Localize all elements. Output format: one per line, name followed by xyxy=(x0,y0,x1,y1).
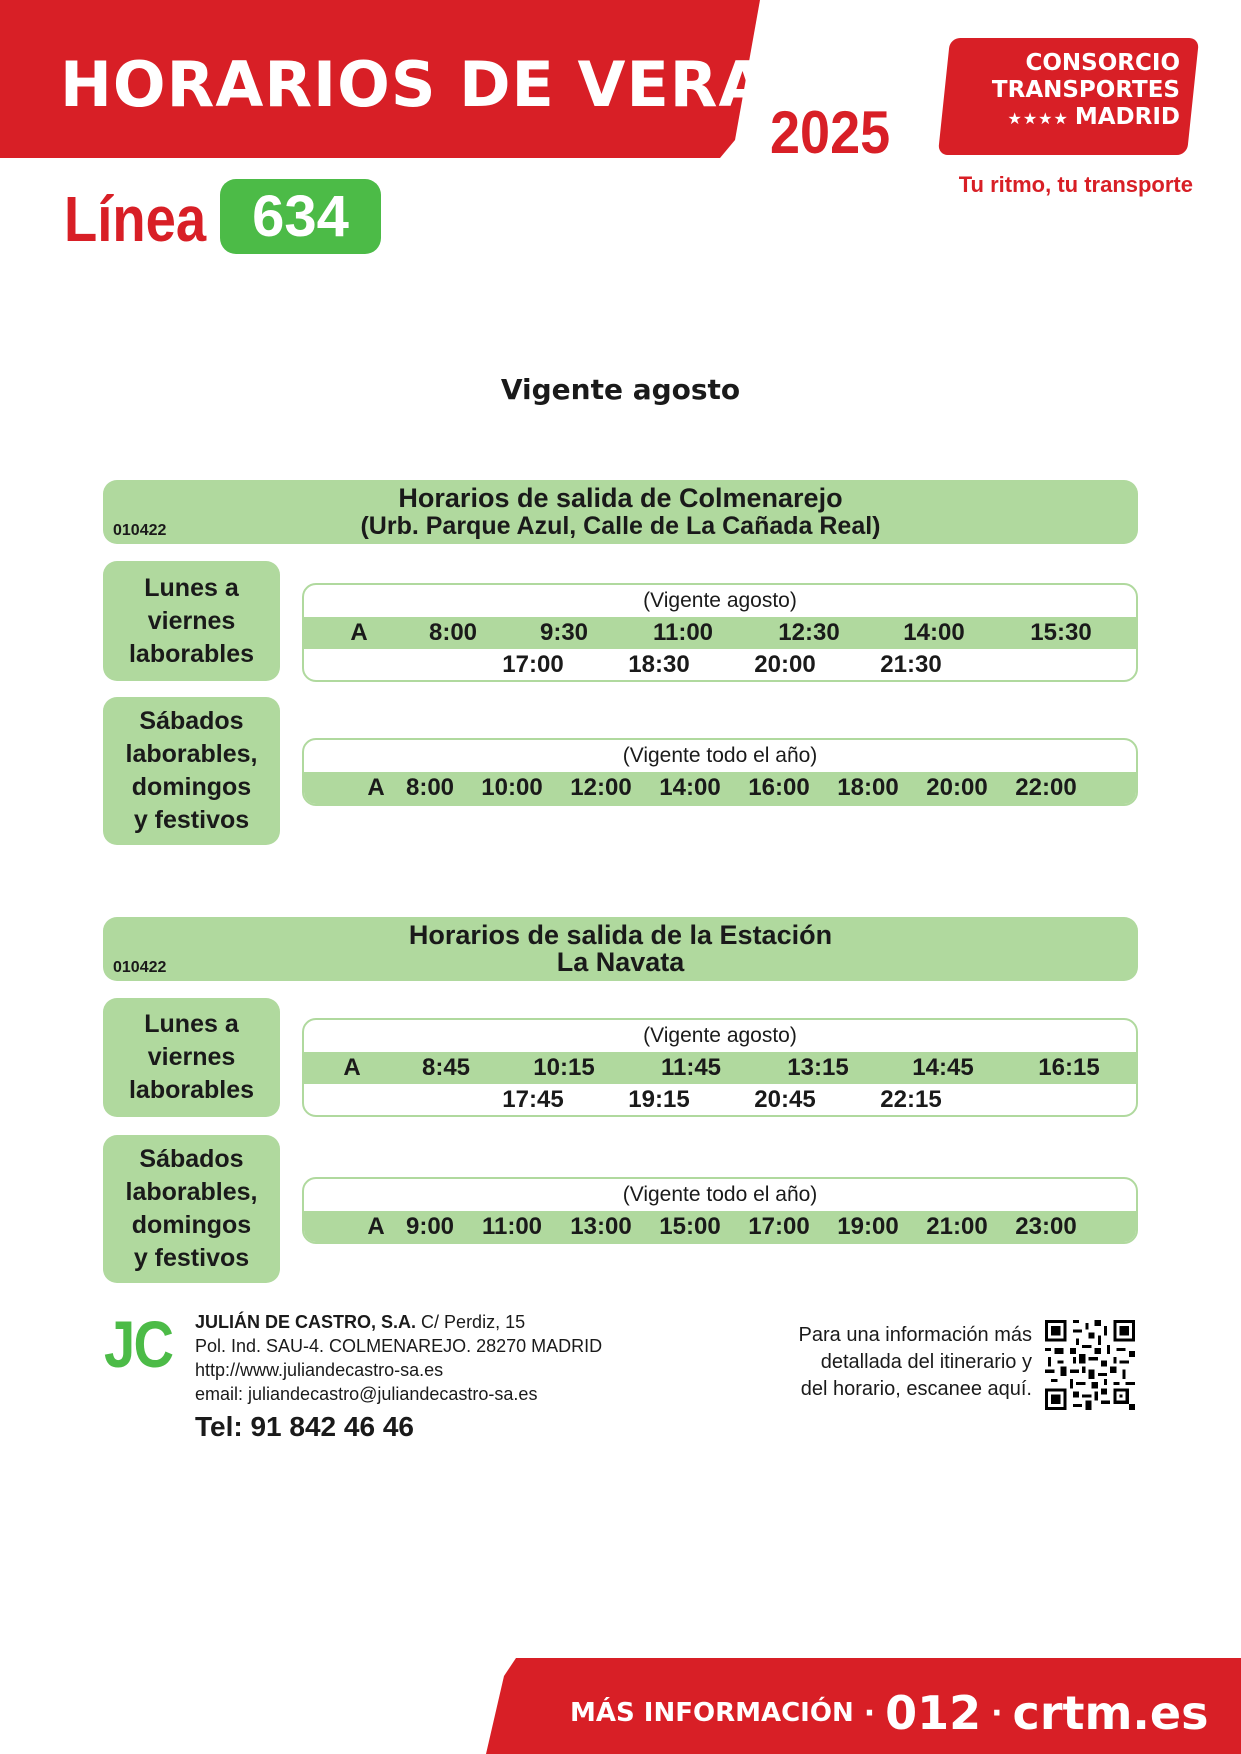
time-cell: 21:30 xyxy=(880,651,942,678)
time-cell: 16:15 xyxy=(1038,1054,1100,1081)
time-cell: 10:15 xyxy=(533,1054,595,1081)
vigente-heading: Vigente agosto xyxy=(500,373,741,406)
time-cell: 22:00 xyxy=(1015,774,1077,801)
time-cell: 20:00 xyxy=(754,651,816,678)
time-cell: A xyxy=(343,1054,361,1081)
time-cell: 19:15 xyxy=(628,1086,690,1113)
time-cell: 8:45 xyxy=(421,1054,471,1081)
time-cell: 14:45 xyxy=(912,1054,974,1081)
day-line: domingos xyxy=(131,773,252,801)
time-cell: 11:45 xyxy=(660,1054,722,1081)
company-address: Pol. Ind. SAU-4. COLMENAREJO. 28270 MADRID xyxy=(195,1336,603,1356)
time-cell: 20:00 xyxy=(926,774,988,801)
banner-title: HORARIOS DE VERANO xyxy=(60,48,875,121)
time-cell: 23:00 xyxy=(1015,1213,1077,1240)
section-title-line1: Horarios de salida de Colmenarejo xyxy=(398,483,843,513)
time-cell: 8:00 xyxy=(405,774,455,801)
day-line: laborables, xyxy=(125,1178,258,1206)
time-cell: 10:00 xyxy=(481,774,543,801)
company-info xyxy=(195,1310,602,1446)
logo-line2: TRANSPORTES xyxy=(991,77,1180,103)
time-cell: 17:00 xyxy=(748,1213,810,1240)
company-street: C/ Perdiz, 15 xyxy=(421,1312,526,1332)
linea-number-badge: 634 xyxy=(220,179,381,254)
stop-code: 010422 xyxy=(113,959,167,976)
jc-logo: JC xyxy=(104,1307,173,1381)
logo-line1: CONSORCIO xyxy=(1025,50,1180,76)
time-cell: 17:00 xyxy=(502,651,564,678)
day-line: domingos xyxy=(131,1211,252,1239)
day-box-weekday xyxy=(103,998,280,1117)
time-cell: 14:00 xyxy=(903,619,965,646)
time-cell: A xyxy=(350,619,368,646)
stars-icon: ★★★★ xyxy=(1007,109,1069,128)
time-cell: 14:00 xyxy=(659,774,721,801)
time-cell: A xyxy=(367,774,385,801)
company-email-link[interactable]: email: juliandecastro@juliandecastro-sa.es xyxy=(195,1384,538,1404)
timetable-weekend xyxy=(302,738,1138,806)
info-phone: 012 xyxy=(885,1686,982,1740)
timetable-note: (Vigente todo el año) xyxy=(622,744,818,767)
timetable-weekend xyxy=(302,1177,1138,1244)
crtm-logo xyxy=(960,50,1180,132)
company-line1 xyxy=(195,1310,602,1334)
time-cell: 13:00 xyxy=(570,1213,632,1240)
time-cell: 13:15 xyxy=(787,1054,849,1081)
day-box-weekend xyxy=(103,1135,280,1283)
qr-info-line: Para una información más xyxy=(798,1324,1032,1346)
tagline: Tu ritmo, tu transporte xyxy=(958,172,1193,197)
time-cell: 9:00 xyxy=(405,1213,455,1240)
qr-info-text xyxy=(740,1322,1032,1403)
time-cell: 12:30 xyxy=(778,619,840,646)
linea-label: Línea xyxy=(64,183,207,255)
year-label: 2025 xyxy=(770,99,891,166)
section-header-la-navata xyxy=(103,917,1138,981)
day-line: laborables, xyxy=(125,740,258,768)
timetable-row xyxy=(304,772,1136,804)
company-web-link[interactable]: http://www.juliandecastro-sa.es xyxy=(195,1360,444,1380)
day-line: y festivos xyxy=(133,1244,250,1272)
timetable-row xyxy=(304,617,1136,649)
timetable-weekday xyxy=(302,583,1138,682)
logo-line3-wrap xyxy=(960,104,1180,132)
qr-info-line: detallada del itinerario y xyxy=(820,1351,1032,1373)
qr-info-line: del horario, escanee aquí. xyxy=(800,1378,1032,1400)
time-cell: A xyxy=(367,1213,385,1240)
day-box-weekday xyxy=(103,561,280,681)
section-title-line2: (Urb. Parque Azul, Calle de La Cañada Real) xyxy=(360,512,881,540)
day-line: laborables xyxy=(128,639,255,668)
timetable-note: (Vigente agosto) xyxy=(643,589,797,612)
time-cell: 21:00 xyxy=(926,1213,988,1240)
company-phone: Tel: 91 842 46 46 xyxy=(195,1411,414,1442)
time-cell: 8:00 xyxy=(428,619,478,646)
time-cell: 16:00 xyxy=(748,774,810,801)
time-cell: 17:45 xyxy=(502,1086,564,1113)
day-line: laborables xyxy=(128,1076,255,1104)
time-cell: 20:45 xyxy=(754,1086,816,1113)
time-cell: 15:30 xyxy=(1030,619,1092,646)
qr-code-icon[interactable] xyxy=(1045,1320,1135,1410)
time-cell: 12:00 xyxy=(570,774,632,801)
section-title-line2: La Navata xyxy=(556,947,685,977)
time-cell: 22:15 xyxy=(880,1086,942,1113)
time-cell: 15:00 xyxy=(659,1213,721,1240)
more-info-label: MÁS INFORMACIÓN xyxy=(570,1698,854,1728)
timetable-row xyxy=(304,1084,1136,1116)
day-box-weekend xyxy=(103,697,280,845)
separator: · xyxy=(863,1695,876,1731)
timetable-row xyxy=(304,1211,1136,1243)
day-line: Sábados xyxy=(139,707,244,735)
time-cell: 9:30 xyxy=(539,619,589,646)
time-cell: 19:00 xyxy=(837,1213,899,1240)
day-line: viernes xyxy=(147,1043,236,1071)
timetable-note: (Vigente todo el año) xyxy=(622,1183,818,1206)
bottom-info-text xyxy=(570,1686,1209,1740)
day-line: Lunes a xyxy=(144,573,239,602)
section-title-line1: Horarios de salida de la Estación xyxy=(408,920,833,950)
time-cell: 18:00 xyxy=(837,774,899,801)
timetable-row xyxy=(304,1052,1136,1084)
timetable-weekday xyxy=(302,1018,1138,1117)
day-line: Sábados xyxy=(139,1145,244,1173)
day-line: viernes xyxy=(147,606,236,635)
company-name: JULIÁN DE CASTRO, S.A. xyxy=(195,1312,417,1332)
time-cell: 18:30 xyxy=(628,651,690,678)
info-website-link[interactable]: crtm.es xyxy=(1012,1686,1209,1740)
section-header-colmenarejo xyxy=(103,480,1138,544)
day-line: y festivos xyxy=(133,806,250,834)
day-line: Lunes a xyxy=(144,1010,239,1038)
timetable-note: (Vigente agosto) xyxy=(643,1024,797,1047)
logo-line3: MADRID xyxy=(1074,104,1180,130)
timetable-row xyxy=(304,649,1136,681)
stop-code: 010422 xyxy=(113,522,167,539)
time-cell: 11:00 xyxy=(481,1213,543,1240)
separator: · xyxy=(991,1695,1003,1731)
time-cell: 11:00 xyxy=(652,619,714,646)
